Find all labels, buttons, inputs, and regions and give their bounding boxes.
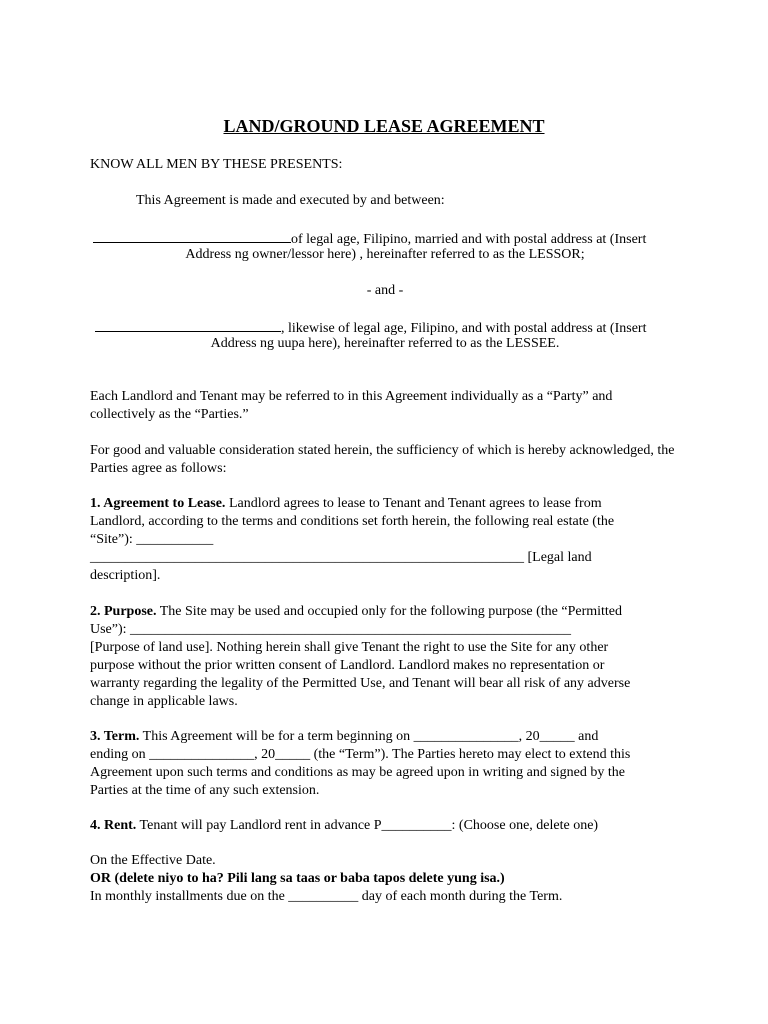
lessee-address-line: Address ng uupa here), hereinafter referred to as the LESSEE. — [210, 336, 560, 351]
section-3-line-3: Agreement upon such terms and conditions as may be agreed upon in writing and signed by the — [90, 765, 625, 780]
party-paragraph: Each Landlord and Tenant may be referred to in this Agreement individually as a “Party” and collectively as the “Parties.” — [90, 389, 613, 422]
section-3-line-4: Parties at the time of any such extension. — [90, 783, 320, 798]
section-term — [90, 728, 680, 800]
section-3-line-2: ending on _______________, 20_____ (the “Term”). The Parties hereto may elect to extend this — [90, 747, 631, 762]
section-1-line-3: “Site”): ___________ — [90, 532, 214, 547]
intro-line: KNOW ALL MEN BY THESE PRESENTS: — [90, 157, 343, 172]
section-1-line-4: ______________________________________________________________ [Legal land — [90, 550, 592, 565]
section-agreement-to-lease — [90, 495, 680, 585]
lessee-text-1: , likewise of legal age, Filipino, and with postal address at (Insert — [281, 321, 647, 336]
section-1-line-1: Landlord agrees to lease to Tenant and Tenant agrees to lease from — [225, 496, 602, 511]
section-1-heading: 1. Agreement to Lease. — [90, 496, 226, 511]
lessee-name-blank — [95, 317, 281, 332]
section-4-heading: 4. Rent. — [90, 818, 137, 833]
section-2-line-2: Use”): _______________________________________________________________ — [90, 622, 572, 637]
section-rent — [90, 817, 680, 835]
section-2-line-1: The Site may be used and occupied only for the following purpose (the “Permitted — [156, 604, 623, 619]
section-2-line-3: [Purpose of land use]. Nothing herein shall give Tenant the right to use the Site for any other — [90, 640, 609, 655]
section-1-line-2: Landlord, according to the terms and conditions set forth herein, the following real estate (the — [90, 514, 615, 529]
section-2-line-5: warranty regarding the legality of the Permitted Use, and Tenant will bear all risk of any adverse — [90, 676, 631, 691]
effective-date-line: On the Effective Date. — [90, 853, 216, 868]
section-1-line-5: description]. — [90, 568, 161, 583]
lessor-address-line: Address ng owner/lessor here) , hereinafter referred to as the LESSOR; — [185, 247, 585, 262]
monthly-installments-line: In monthly installments due on the __________ day of each month during the Term. — [90, 889, 563, 904]
section-3-heading: 3. Term. — [90, 729, 140, 744]
or-note: OR (delete niyo to ha? Pili lang sa taas or baba tapos delete yung isa.) — [90, 871, 505, 886]
page-title: LAND/GROUND LEASE AGREEMENT — [223, 116, 545, 136]
section-2-line-4: purpose without the prior written consent of Landlord. Landlord makes no representation or — [90, 658, 605, 673]
consideration-paragraph: For good and valuable consideration stated herein, the sufficiency of which is hereby acknowledged, the Parties agree as follows: — [90, 443, 675, 476]
section-purpose — [90, 603, 680, 711]
and-separator: - and - — [366, 283, 404, 298]
section-3-line-1: This Agreement will be for a term beginning on _______________, 20_____ and — [139, 729, 599, 744]
section-2-heading: 2. Purpose. — [90, 604, 157, 619]
made-by-line: This Agreement is made and executed by and between: — [136, 193, 445, 208]
section-4-line-1: Tenant will pay Landlord rent in advance P__________: (Choose one, delete one) — [136, 818, 599, 833]
section-2-line-6: change in applicable laws. — [90, 694, 238, 709]
lessor-name-blank — [93, 228, 291, 243]
lessor-text-1: of legal age, Filipino, married and with postal address at (Insert — [291, 232, 647, 247]
